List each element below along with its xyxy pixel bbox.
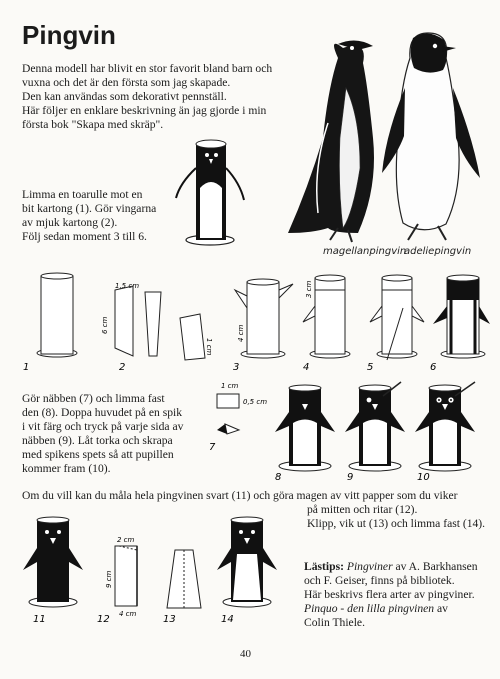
step-number-8: 8 bbox=[275, 472, 282, 483]
adelie-penguin-drawing bbox=[382, 33, 480, 240]
beak-steps-paragraph bbox=[22, 392, 222, 476]
steps-intro-line: bit kartong (1). Gör vingarna bbox=[22, 202, 157, 215]
measure-2cm: 2 cm bbox=[117, 536, 135, 544]
steps-11-14-diagram bbox=[15, 510, 285, 625]
step-number-4: 4 bbox=[303, 362, 310, 373]
step-number-11: 11 bbox=[33, 614, 46, 625]
tips-line-5: Colin Thiele. bbox=[304, 616, 365, 629]
realistic-penguins-illustration bbox=[268, 28, 488, 263]
intro-line: Denna modell har blivit en stor favorit bland barn och bbox=[22, 62, 273, 75]
step-number-13: 13 bbox=[163, 614, 176, 625]
measure-4cm-belly: 4 cm bbox=[119, 610, 137, 618]
intro-line: första bok "Skapa med skräp". bbox=[22, 118, 164, 131]
tips-line-2: och F. Geiser, finns på bibliotek. bbox=[304, 574, 455, 587]
step-12-folded-paper bbox=[115, 546, 137, 606]
step-5-roll bbox=[370, 275, 424, 360]
steps-intro-line: av mjuk kartong (2). bbox=[22, 216, 118, 229]
step-number-3: 3 bbox=[233, 362, 240, 373]
steps-intro-line: Följ sedan moment 3 till 6. bbox=[22, 230, 147, 243]
step-number-5: 5 bbox=[367, 362, 374, 373]
step-7-beak-parts bbox=[217, 394, 239, 434]
steps-intro-paragraph bbox=[22, 188, 192, 244]
page-number: 40 bbox=[240, 648, 251, 660]
tips-book-2: Pinquo - den lilla pingvinen bbox=[304, 602, 435, 615]
beak-line: Gör näbben (7) och limma fast bbox=[22, 392, 165, 405]
steps-7-10-diagram bbox=[205, 378, 495, 483]
measure-beak-1cm: 1 cm bbox=[221, 382, 239, 390]
beak-line: med spikens spets så att pupillen bbox=[22, 448, 174, 461]
tips-text-1: av A. Barkhansen bbox=[392, 560, 478, 573]
step-14-finished-penguin bbox=[217, 517, 277, 607]
intro-line: Här följer en enklare beskrivning än jag gjorde i min bbox=[22, 104, 267, 117]
step-number-6: 6 bbox=[430, 362, 437, 373]
step-13-belly-shape bbox=[167, 550, 201, 608]
paint-line: Om du vill kan du måla hela pingvinen svart (11) och göra magen av vitt papper som du viker bbox=[22, 489, 458, 502]
paint-line-2: på mitten och ritar (12). bbox=[307, 503, 418, 516]
intro-line: Den kan användas som dekorativt pennställ. bbox=[22, 90, 227, 103]
tips-book-1: Pingviner bbox=[346, 560, 393, 573]
step-1-roll bbox=[37, 273, 77, 357]
measure-1-5cm: 1,5 cm bbox=[115, 282, 140, 290]
beak-line: i vit färg och tryck på varje sida av bbox=[22, 420, 184, 433]
tips-line-3: Här beskrivs flera arter av pingviner. bbox=[304, 588, 475, 601]
steps-1-6-diagram bbox=[15, 268, 490, 373]
beak-line: den (8). Doppa huvudet på en spik bbox=[22, 406, 183, 419]
tips-heading: Lästips: bbox=[304, 560, 344, 573]
adelie-label: adeliepingvin bbox=[404, 246, 472, 257]
step-11-black-penguin bbox=[23, 517, 83, 607]
reading-tips bbox=[304, 560, 499, 630]
step-6-roll bbox=[433, 275, 490, 358]
measure-3cm: 3 cm bbox=[305, 280, 313, 298]
step-number-12: 12 bbox=[97, 614, 110, 625]
measure-4cm: 4 cm bbox=[237, 324, 245, 342]
step-number-7: 7 bbox=[209, 442, 216, 453]
measure-1cm: 1 cm bbox=[205, 338, 213, 356]
steps-intro-line: Limma en toarulle mot en bbox=[22, 188, 143, 201]
magellan-penguin-drawing bbox=[288, 40, 374, 242]
measure-beak-0-5cm: 0,5 cm bbox=[243, 398, 268, 406]
measure-6cm: 6 cm bbox=[101, 316, 109, 334]
step-number-9: 9 bbox=[347, 472, 354, 483]
finished-penguin-illustration bbox=[170, 128, 280, 253]
tips-text-2: av bbox=[434, 602, 448, 615]
page-title: Pingvin bbox=[22, 20, 116, 50]
intro-line: vuxna och det är den första som jag skapade. bbox=[22, 76, 231, 89]
step-10-penguin bbox=[415, 382, 475, 471]
step-number-14: 14 bbox=[221, 614, 234, 625]
step-number-10: 10 bbox=[417, 472, 430, 483]
step-2-wing-parts bbox=[115, 286, 205, 360]
step-8-penguin bbox=[275, 385, 335, 471]
measure-9cm: 9 cm bbox=[105, 570, 113, 588]
magellan-label: magellanpingvin bbox=[323, 246, 407, 257]
step-9-penguin bbox=[345, 382, 405, 471]
beak-line: kommer fram (10). bbox=[22, 462, 111, 475]
paint-line-3: Klipp, vik ut (13) och limma fast (14). bbox=[307, 517, 486, 530]
beak-line: näbben (9). Låt torka och skrapa bbox=[22, 434, 173, 447]
step-3-roll bbox=[235, 279, 293, 358]
step-number-1: 1 bbox=[23, 362, 30, 373]
step-number-2: 2 bbox=[119, 362, 126, 373]
